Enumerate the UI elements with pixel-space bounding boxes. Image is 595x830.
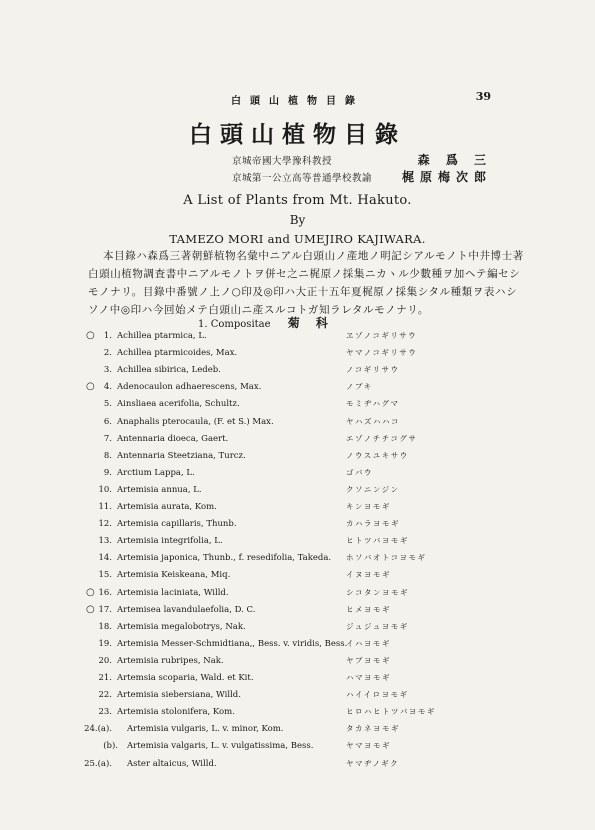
authors-english: TAMEZO MORI and UMEJIRO KAJIWARA. [169,232,426,246]
scientific-name: Artemisia annua, L. [117,484,202,495]
scientific-name: Artemisia Messer-Schmidtiana,, Bess. v. viridis, Bess. [117,638,348,649]
japanese-name: ヤブヨモギ [346,655,391,665]
species-row [0,723,595,740]
species-row [0,330,595,347]
species-number: 15. [98,570,112,581]
species-row [0,706,595,723]
byline: By [289,213,306,227]
japanese-name: ヤハズハハコ [346,416,400,426]
japanese-name: ホソバオトコヨモギ [346,553,427,563]
species-number: 23. [98,707,112,718]
species-number: 10. [98,484,112,495]
species-number: 19. [98,638,112,649]
scientific-name: Artemisia aurata, Kom. [117,502,217,512]
collected-mark: ○ [86,330,95,341]
collected-mark: ○ [86,603,95,615]
author-name: 梶原梅次郎 [401,170,492,184]
species-number: (b). [103,741,118,752]
scientific-name: Antennaria Steetziana, Turcz. [117,450,246,461]
japanese-name: ゴバウ [346,467,373,477]
species-row [0,655,595,672]
scientific-name: Artemsia scoparia, Wald. et Kit. [117,673,254,683]
species-number: 17. [98,604,112,615]
author-affiliation: 京城帝國大學豫科教授 [232,156,333,167]
family-number: 1. [198,319,208,330]
japanese-name: モミヂハグマ [346,399,400,409]
species-number: 18. [98,621,112,632]
collected-mark: ○ [86,381,95,393]
japanese-name: ヒメヨモギ [346,604,391,614]
scientific-name: Aster altaicus, Willd. [127,758,217,769]
species-row [0,398,595,415]
species-row [0,381,595,398]
species-number: 9. [103,467,112,478]
species-row [0,604,595,621]
species-row [0,364,595,381]
japanese-name: シコタンヨモギ [346,587,409,597]
species-number: 14. [98,553,112,564]
japanese-name: ヤマヨモギ [346,741,391,751]
species-number: 21. [98,673,112,683]
family-japanese: 菊 科 [287,316,334,330]
species-row [0,638,595,655]
intro-line: 白頭山植物調査書中ニアルモノトヲ併セ之ニ梶原ノ採集ニカヽル少數種ヲ加ヘテ編セシ [88,268,521,280]
species-row [0,569,595,586]
species-number: 5. [103,399,112,410]
species-row [0,501,595,518]
scientific-name: Artemisia vulgaris, L. v. minor, Kom. [127,724,284,735]
page-number: 39 [475,90,491,103]
scientific-name: Artemisea lavandulaefolia, D. C. [117,604,256,615]
species-number: 25.(a). [84,758,112,769]
japanese-name: ヤマヂノギク [346,758,400,768]
japanese-name: ヤマノコギリサウ [346,348,418,358]
scientific-name: Arctium Lappa, L. [117,467,195,478]
species-row [0,587,595,604]
species-number: 16. [98,587,112,598]
japanese-name: ハイイロヨモギ [346,690,409,700]
scientific-name: Artemisia integrifolia, L. [117,536,223,547]
species-row [0,740,595,757]
species-row [0,347,595,364]
scientific-name: Adenocaulon adhaerescens, Max. [117,382,262,393]
japanese-name: キンヨモギ [346,502,391,511]
japanese-name: ヒトツバヨモギ [346,536,409,546]
species-row [0,758,595,775]
scientific-name: Ainsliaea acerifolia, Schultz. [117,399,240,410]
species-number: 1. [103,331,112,341]
species-number: 4. [103,382,112,393]
species-number: 11. [98,502,112,512]
scientific-name: Achillea ptarmica, L. [117,331,207,341]
species-number: 12. [98,519,112,530]
running-head: 白頭山植物目錄 [231,96,364,107]
species-number: 7. [103,433,112,444]
species-number: 8. [103,450,112,461]
intro-line: モノナリ。目錄中番號ノ上ノ○印及◎印ハ大正十五年夏梶原ノ採集シタル種類ヲ表ハシ [88,286,518,298]
japanese-name: イハヨモギ [346,638,391,648]
scientific-name: Artemisia laciniata, Willd. [117,587,229,598]
collected-mark: ○ [86,586,95,598]
scientific-name: Artemisia capillaris, Thunb. [117,519,237,530]
scientific-name: Anaphalis pterocaula, (F. et S.) Max. [117,416,274,427]
scientific-name: Artemisia stolonifera, Kom. [117,707,235,718]
scientific-name: Artemisia valgaris, L. v. vulgatissima, Bess. [127,741,314,752]
species-number: 3. [103,365,112,376]
scientific-name: Achillea sibirica, Ledeb. [117,365,221,376]
species-number: 13. [98,536,112,547]
japanese-name: ジュジュヨモギ [346,621,409,631]
species-row [0,621,595,638]
japanese-name: ノコギリサウ [346,365,400,375]
japanese-name: イヌヨモギ [346,570,391,580]
species-row [0,552,595,569]
japanese-name: ノウスユキサウ [346,450,409,460]
japanese-name: カハラヨモギ [346,519,400,529]
species-number: 2. [103,348,112,359]
species-number: 20. [98,655,112,666]
japanese-name: ヱゾノコギリサウ [346,331,418,340]
species-row [0,484,595,501]
japanese-name: ノブキ [346,382,373,392]
author-line-kajiwara [232,169,492,185]
species-row [0,433,595,450]
species-row [0,672,595,689]
species-number: 6. [103,416,112,427]
author-line-mori [232,152,492,168]
author-affiliation: 京城第一公立高等普通學校教諭 [232,173,373,184]
species-row [0,518,595,535]
species-number: 24.(a). [84,724,112,735]
family-latin: Compositae [210,319,271,330]
scientific-name: Artemisia megalobotrys, Nak. [117,621,246,632]
scientific-name: Artemisia japonica, Thunb., f. resedifolia, Takeda. [117,553,332,564]
species-row [0,689,595,706]
intro-line: 本目錄ハ森爲三著朝鮮植物名彙中ニアル白頭山ノ產地ノ明記シアルモノト中井博士著 [103,250,524,262]
species-row [0,535,595,552]
author-name: 森 爲 三 [417,153,492,167]
scientific-name: Artemisia siebersiana, Willd. [117,690,241,701]
species-row [0,450,595,467]
title-english: A List of Plants from Mt. Hakuto. [183,193,412,208]
japanese-name: エゾノチチコグサ [346,433,418,443]
intro-line: ソノ中◎印ハ今回始メテ白頭山ニ產スルコトガ知ラレタルモノナリ。 [88,304,429,316]
species-row [0,467,595,484]
scientific-name: Artemisia Keiskeana, Miq. [117,570,231,581]
japanese-name: タカネヨモギ [346,724,400,734]
scientific-name: Antennaria dioeca, Gaert. [117,433,229,444]
species-row [0,416,595,433]
species-number: 22. [98,690,112,701]
japanese-name: ヒロハヒトツバヨモギ [346,707,436,717]
scientific-name: Achillea ptarmicoides, Max. [117,348,238,359]
japanese-name: クソニンジン [346,484,400,494]
title-japanese: 白頭山植物目錄 [189,121,406,148]
scientific-name: Artemisia rubripes, Nak. [117,655,224,666]
japanese-name: ハマヨモギ [346,673,391,682]
